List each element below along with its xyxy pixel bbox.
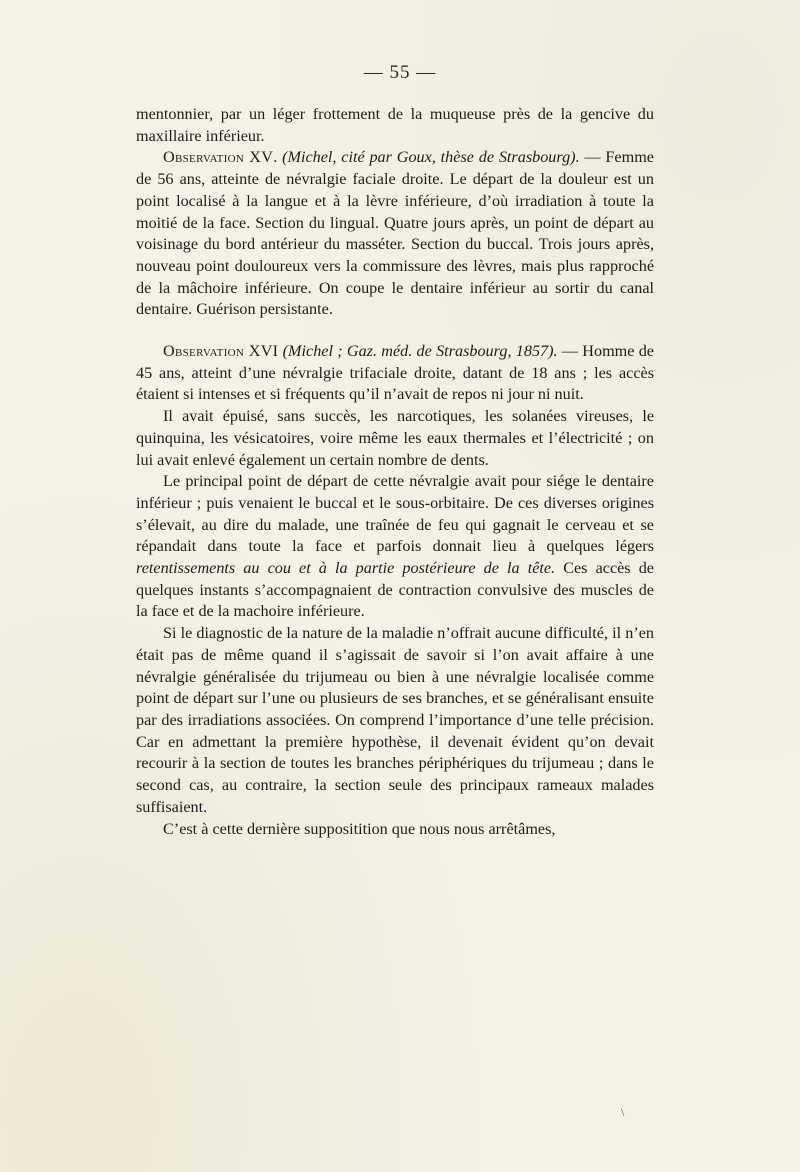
observation-15-separator: . — [273, 148, 283, 167]
observation-15-source: (Michel, cité par Goux, thèse de Strasbourg). — [282, 148, 580, 167]
stray-mark: \ — [621, 1105, 625, 1119]
paragraph-4: Il avait épuisé, sans succès, les narcotiques, les solanées vireuses, le quinquina, les vésicatoires, voire même les eaux thermales et l’électricité ; on lui avait enlevé également un certain nombre de dents. — [136, 407, 654, 469]
observation-15-label: Observation XV — [163, 148, 274, 167]
observation-16-body: — Homme de 45 ans, atteint d’une névralgie trifaciale droite, datant de 18 ans ; les accès étaient si intenses et si fréquents qu’il n’avait de repos ni jour ni nuit. — [136, 342, 654, 404]
paragraph-6: Si le diagnostic de la nature de la maladie n’offrait aucune difficulté, il n’en était pas de même quand il s’agissait de savoir si l’on avait affaire à une névralgie généralisée du trijumeau ou bien à une névralgie localisée comme point de départ sur l’une ou plusieurs de ses branches, et se généralisant ensuite par des irradiations associées. On comprend l’importance d’une telle précision. Car en admettant la première hypothèse, il devenait évident qu’on devait recourir à la section de toutes les branches périphériques du trijumeau ; dans le second cas, au contraire, la section seule des principaux rameaux malades suffisaient. — [136, 624, 654, 816]
paragraph-5-part-a: Le principal point de départ de cette névralgie avait pour siége le dentaire inférieur ; puis venaient le buccal et le sous-orbitaire. De ces diverses origines s’élevait, au dire du malade, une traînée de feu qui gagnait le cerveau et se répandait dans toute la face et parfois donnait lieu à quelques légers — [136, 472, 654, 556]
page-number: — 55 — — [363, 62, 437, 83]
observation-16-source: (Michel ; Gaz. méd. de Strasbourg, 1857). — [278, 342, 558, 361]
paragraph-observation-16 — [136, 341, 654, 406]
body-text — [136, 104, 654, 840]
paragraph-1: mentonnier, par un léger frottement de la muqueuse près de la gencive du maxillaire inférieur. — [136, 105, 654, 145]
paragraph-5 — [136, 471, 654, 623]
paragraph-7: C’est à cette dernière suppositition que nous nous arrêtâmes, — [163, 819, 556, 838]
paragraph-5-italic: retentissements au cou et à la partie postérieure de la tête. — [136, 559, 556, 578]
observation-15-body: — Femme de 56 ans, atteinte de névralgie faciale droite. Le départ de la douleur est un point localisé à la langue et à la lèvre inférieure, d’où irradiation à toute la moitié de la face. Section du lingual. Quatre jours après, un point de départ au voisinage du bord antérieur du masséter. Section du buccal. Trois jours après, nouveau point douloureux vers la commissure des lèvres, mais plus rapproché de la mâchoire inférieure. On coupe le dentaire inférieur au sortir du canal dentaire. Guérison persistante. — [136, 148, 654, 319]
paragraph-observation-15 — [136, 147, 654, 321]
paragraph-5-part-b: Ces accès de quelques instants s’accompagnaient de contraction convulsive des muscles de la face et de la machoire inférieure. — [136, 559, 654, 621]
observation-16-label: Observation XVI — [163, 342, 279, 361]
